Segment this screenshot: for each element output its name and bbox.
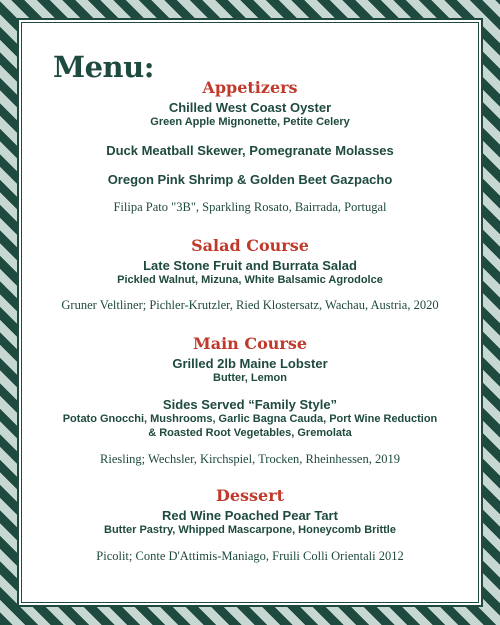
wine-pairing: Riesling; Wechsler, Kirchspiel, Trocken, Rheinhessen, 2019 — [100, 452, 400, 466]
section-salad-course — [19, 236, 481, 313]
wine-pairing: Filipa Pato "3B", Sparkling Rosato, Bairrada, Portugal — [113, 200, 387, 214]
menu-content — [19, 76, 481, 564]
dish-name: Duck Meatball Skewer, Pomegranate Molasses — [106, 143, 394, 158]
section-title: Appetizers — [202, 78, 298, 97]
section-main-course — [19, 334, 481, 467]
dish-item — [19, 143, 481, 158]
dish-item — [19, 508, 481, 537]
dish-item — [19, 100, 481, 129]
wine-pairing: Picolit; Conte D'Attimis-Maniago, Fruili Colli Orientali 2012 — [96, 549, 404, 563]
menu-title: Menu: — [53, 50, 154, 84]
section-title: Salad Course — [191, 236, 309, 255]
section-title: Main Course — [192, 334, 307, 353]
dish-name: Oregon Pink Shrimp & Golden Beet Gazpacho — [107, 172, 393, 187]
dish-name: Sides Served “Family Style” — [162, 397, 338, 412]
dish-description: Green Apple Mignonette, Petite Celery — [150, 116, 350, 128]
dish-item — [19, 356, 481, 385]
section-title: Dessert — [215, 486, 285, 505]
dish-description: Butter, Lemon — [213, 372, 287, 384]
dish-description: Butter Pastry, Whipped Mascarpone, Honeycomb Brittle — [104, 524, 396, 536]
dish-item — [19, 258, 481, 287]
dish-name: Late Stone Fruit and Burrata Salad — [143, 258, 357, 273]
wine-pairing: Gruner Veltliner; Pichler-Krutzler, Ried Klostersatz, Wachau, Austria, 2020 — [61, 298, 439, 312]
dish-description-continued: & Roasted Root Vegetables, Gremolata — [148, 427, 352, 439]
dish-name: Chilled West Coast Oyster — [168, 100, 332, 115]
dish-item — [19, 397, 481, 440]
dish-description: Potato Gnocchi, Mushrooms, Garlic Bagna Cauda, Port Wine Reduction — [62, 413, 438, 425]
dish-name: Red Wine Poached Pear Tart — [162, 508, 338, 523]
section-appetizers — [19, 78, 481, 215]
menu-card — [17, 18, 483, 607]
dish-description: Pickled Walnut, Mizuna, White Balsamic Agrodolce — [117, 274, 383, 286]
dish-item — [19, 172, 481, 187]
section-dessert — [19, 486, 481, 564]
dish-name: Grilled 2lb Maine Lobster — [172, 356, 328, 371]
